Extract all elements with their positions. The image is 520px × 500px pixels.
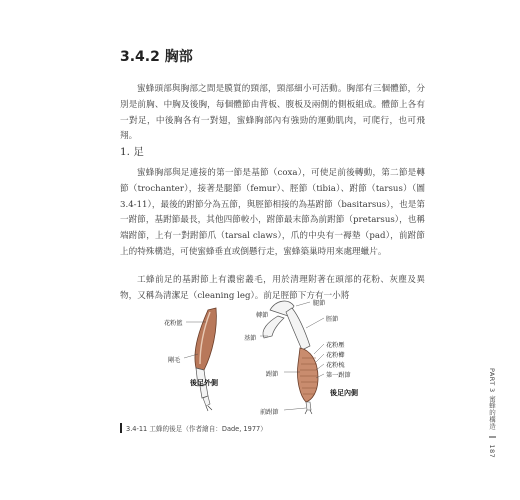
subhead-legs: 1. 足 — [120, 146, 144, 158]
label-tibia: 脛節 — [326, 316, 339, 323]
label-pollen-brush: 花粉梳 — [326, 362, 345, 369]
side-tab-divider — [489, 436, 496, 438]
label-tarsus: 跗節 — [266, 371, 279, 378]
figure-caption: 3.4-11 工蜂的後足（作者繪自：Dade, 1977） — [120, 423, 267, 433]
section-title: 3.4.2 胸部 — [120, 49, 193, 65]
label-pollen-comb: 花粉櫛 — [326, 352, 345, 359]
label-coxa: 基節 — [244, 335, 257, 342]
side-tab-part: PART 3 蜜蜂的構造 — [488, 368, 496, 430]
inner-leg-drawing — [260, 301, 324, 414]
label-pretarsus: 前跗節 — [260, 409, 279, 416]
paragraph-thorax: 蜜蜂頭部與胸部之間是膜質的頸部，頸部細小可活動。胸部有三個體節，分別是前胸、中胸及後胸，每個體節由背板、腹板及兩側的側板組成。體節上各有一對足，中後胸各有一對翅，蜜蜂胸部內有強勁的運動肌肉，可爬行，也可飛翔。 — [120, 84, 425, 142]
side-tab — [488, 368, 497, 458]
hind-leg-illustration — [160, 288, 410, 416]
paragraph-leg-segments: 蜜蜂胸部與足連接的第一節是基節（coxa），可使足前後轉動，第二節是轉節（trochanter），接著是腿節（femur）、脛節（tibia）、跗節（tarsus）（圖 3.4-11），最後的跗節分為五節，與脛節相接的為基跗節（basitarsus），也是第一跗節，基跗節最長，其他四節較小，跗節最末節為前跗節（pretarsus），也稱端跗節，上有一對跗節爪（tarsal claws），爪的中央有一褥墊（pad），前跗節上的特殊構造，可使蜜蜂垂直或倒懸行走，蜜蜂築巢時用來處理蠟片。 — [120, 168, 425, 257]
hind-leg-figure — [160, 288, 410, 416]
label-pollen-press: 花粉壓 — [326, 342, 345, 349]
label-pollen-basket: 花粉籃 — [164, 320, 183, 327]
label-first-tarsus: 第一跗節 — [326, 372, 351, 379]
paragraph-cleaning-leg: 工蜂前足的基跗節上有濃密叢毛，用於清理附著在頭部的花粉、灰塵及異物，又稱為清潔足（cleaning leg）。前足脛節下方有一小將 — [120, 275, 425, 301]
label-outer-view: 後足外側 — [190, 379, 218, 387]
label-femur: 腿節 — [313, 300, 326, 307]
label-trochanter: 轉節 — [256, 312, 269, 319]
label-inner-view: 後足內側 — [330, 389, 358, 397]
label-bristles: 剛毛 — [168, 357, 181, 364]
outer-leg-drawing — [184, 308, 216, 411]
page-number: 187 — [488, 444, 496, 459]
